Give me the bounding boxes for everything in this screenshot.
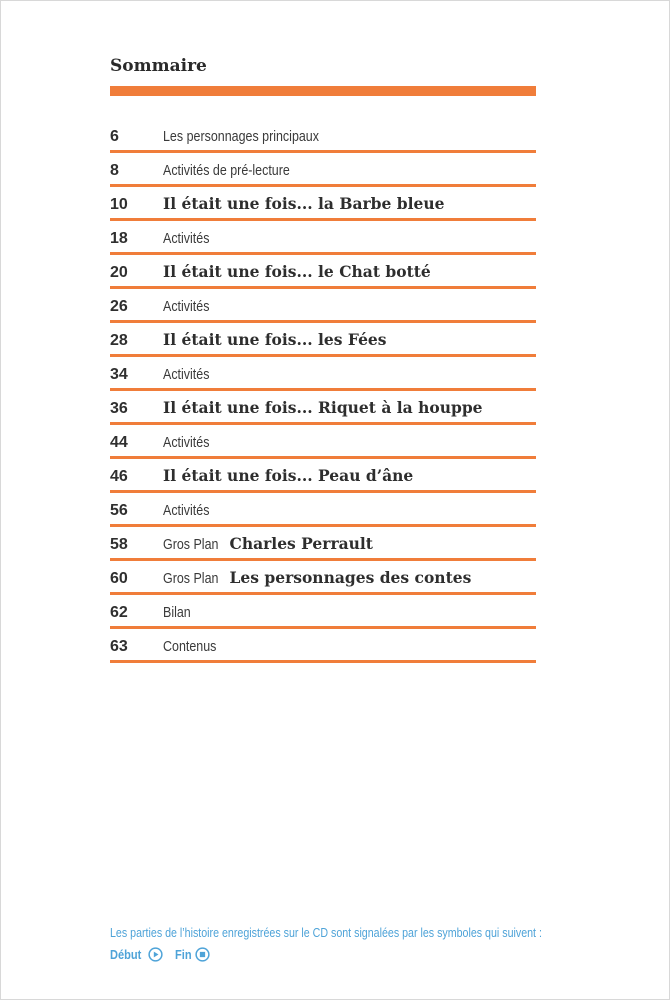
toc-row xyxy=(110,391,536,425)
table-of-contents xyxy=(110,119,536,663)
toc-row xyxy=(110,221,536,255)
toc-entry xyxy=(163,604,195,622)
heading-rule xyxy=(110,86,536,96)
play-circle-icon xyxy=(148,947,163,962)
toc-row xyxy=(110,187,536,221)
toc-section-prefix: Gros Plan xyxy=(163,537,219,553)
toc-entry-label: Les personnages principaux xyxy=(163,129,319,145)
toc-entry-label: Activités xyxy=(163,299,210,315)
cd-legend xyxy=(110,947,222,962)
toc-page-number: 62 xyxy=(110,604,128,621)
toc-entry-label: Contenus xyxy=(163,639,217,655)
toc-page-number: 36 xyxy=(110,400,128,417)
toc-entry xyxy=(163,534,373,554)
legend-end-label: Fin xyxy=(174,947,192,962)
toc-entry xyxy=(163,194,445,214)
toc-entry-label: Bilan xyxy=(163,605,191,621)
legend-start-label: Début xyxy=(110,947,142,962)
toc-page-number: 60 xyxy=(110,570,128,587)
toc-page-number: 56 xyxy=(110,502,128,519)
toc-entry xyxy=(163,262,431,282)
toc-page-number: 28 xyxy=(110,332,128,349)
toc-page-number: 26 xyxy=(110,298,128,315)
toc-entry xyxy=(163,162,310,180)
toc-entry-title: Les personnages des contes xyxy=(229,568,472,587)
toc-page-number: 46 xyxy=(110,468,128,485)
toc-entry-title: Il était une fois... Riquet à la houppe xyxy=(163,398,483,417)
toc-entry xyxy=(163,298,217,316)
toc-entry-label: Activités xyxy=(163,435,210,451)
toc-row xyxy=(110,357,536,391)
toc-page-number: 6 xyxy=(110,128,119,145)
toc-entry xyxy=(163,502,217,520)
toc-page-number: 10 xyxy=(110,196,128,213)
toc-entry-label: Activités xyxy=(163,503,210,519)
toc-entry xyxy=(163,330,387,350)
toc-row xyxy=(110,493,536,527)
toc-row xyxy=(110,629,536,663)
toc-entry-title: Il était une fois... les Fées xyxy=(163,330,387,349)
toc-entry xyxy=(163,568,471,588)
toc-entry-title: Il était une fois... Peau d’âne xyxy=(163,466,414,485)
toc-entry-label: Activités xyxy=(163,367,210,383)
toc-page-number: 58 xyxy=(110,536,128,553)
stop-circle-icon xyxy=(195,947,210,962)
toc-row xyxy=(110,255,536,289)
toc-entry xyxy=(163,398,483,418)
toc-row xyxy=(110,459,536,493)
toc-section-prefix: Gros Plan xyxy=(163,571,219,587)
toc-entry xyxy=(163,230,217,248)
toc-entry-label: Activités de pré-lecture xyxy=(163,163,290,179)
toc-entry xyxy=(163,434,217,452)
toc-page-number: 8 xyxy=(110,162,119,179)
toc-entry-title: Il était une fois... la Barbe bleue xyxy=(163,194,445,213)
toc-page-number: 20 xyxy=(110,264,128,281)
toc-row xyxy=(110,119,536,153)
toc-row xyxy=(110,527,536,561)
toc-row xyxy=(110,595,536,629)
legend-start xyxy=(110,947,163,962)
toc-row xyxy=(110,153,536,187)
toc-row xyxy=(110,289,536,323)
toc-entry xyxy=(163,638,225,656)
toc-entry-title: Il était une fois... le Chat botté xyxy=(163,262,431,281)
cd-note: Les parties de l’histoire enregistrées sur le CD sont signalées par les symboles qui suivent : xyxy=(110,925,542,940)
toc-row xyxy=(110,561,536,595)
toc-entry-title: Charles Perrault xyxy=(229,534,373,553)
page-title: Sommaire xyxy=(110,56,207,76)
toc-row xyxy=(110,323,536,357)
legend-end xyxy=(175,947,211,962)
toc-page-number: 34 xyxy=(110,366,128,383)
toc-page-number: 18 xyxy=(110,230,128,247)
toc-entry xyxy=(163,366,217,384)
toc-page-number: 63 xyxy=(110,638,128,655)
toc-entry xyxy=(163,128,344,146)
toc-row xyxy=(110,425,536,459)
toc-entry-label: Activités xyxy=(163,231,210,247)
toc-page-number: 44 xyxy=(110,434,128,451)
toc-entry xyxy=(163,466,413,486)
